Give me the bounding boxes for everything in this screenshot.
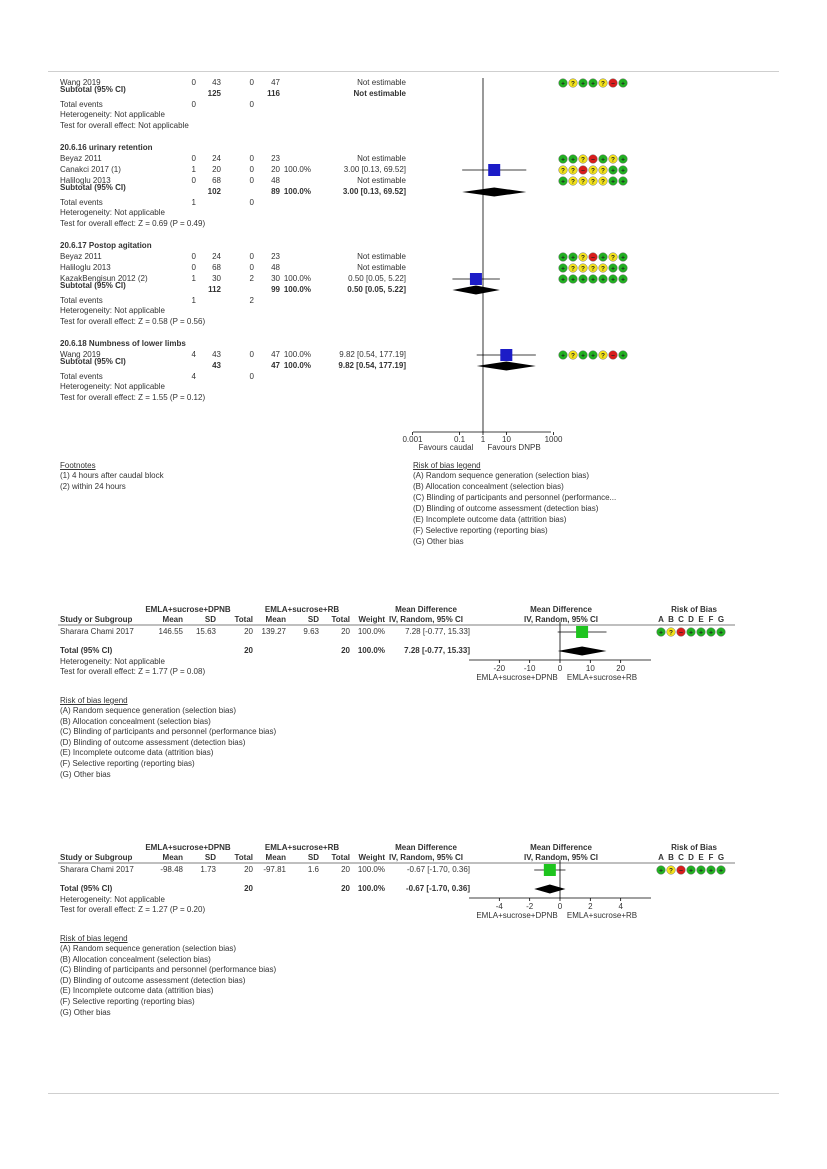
rob-symbol: + — [709, 629, 713, 637]
rob-letter: B — [668, 853, 674, 862]
total-events-control: 0 — [249, 372, 254, 381]
study-name: Haliloglu 2013 — [60, 263, 111, 272]
x-tick-label: -20 — [493, 664, 506, 673]
total-events-control: 0 — [249, 198, 254, 207]
rob-symbol: + — [719, 629, 723, 637]
rob-symbol: ? — [571, 167, 575, 175]
events-experimental: 0 — [191, 154, 196, 163]
rob-symbol: − — [591, 156, 595, 164]
column-header: SD — [204, 615, 216, 624]
rob-symbol: + — [571, 156, 575, 164]
rob-symbol: + — [581, 80, 585, 88]
favours-right-label: EMLA+sucrose+RB — [566, 911, 638, 920]
rob-legend-item: (A) Random sequence generation (selection bias) — [413, 471, 590, 480]
column-header: Weight — [358, 615, 385, 624]
md-header-plot: Mean Difference — [530, 605, 592, 614]
study-ci-text: -0.67 [-1.70, 0.36] — [406, 865, 470, 874]
column-header: Total — [331, 853, 350, 862]
rob-legend-item: (A) Random sequence generation (selection bias) — [60, 944, 237, 953]
rob-letter: F — [708, 853, 714, 862]
footnotes-title: Footnotes — [60, 461, 96, 470]
md-header-table: Mean Difference — [395, 605, 457, 614]
x-tick-label: 0 — [557, 664, 563, 673]
subtotal-n-experimental: 43 — [212, 361, 221, 370]
total-experimental: 68 — [212, 263, 221, 272]
total-events-experimental: 1 — [191, 198, 196, 207]
total-n-experimental: 20 — [244, 884, 253, 893]
rob-legend-item: (F) Selective reporting (reporting bias) — [60, 997, 195, 1006]
total-events-label: Total events — [60, 100, 103, 109]
rob-symbol: + — [689, 867, 693, 875]
column-header: Mean — [265, 853, 286, 862]
study-ci-text: Not estimable — [357, 252, 406, 261]
rob-symbol: + — [709, 867, 713, 875]
rob-symbol: + — [621, 156, 625, 164]
overall-effect-text: Test for overall effect: Z = 1.27 (P = 0.20) — [60, 905, 206, 914]
study-name: KazakBengisun 2012 (2) — [60, 274, 148, 283]
total-n-control: 20 — [341, 646, 350, 655]
favours-left-label: Favours caudal — [418, 443, 474, 452]
total-experimental: 68 — [212, 176, 221, 185]
study-ci-text: Not estimable — [357, 154, 406, 163]
favours-right-label: EMLA+sucrose+RB — [566, 673, 638, 682]
rob-legend-item: (E) Incomplete outcome data (attrition bias) — [60, 748, 214, 758]
rob-legend-item: (G) Other bias — [60, 1007, 111, 1017]
rob-letter: A — [658, 615, 664, 624]
study-weight: 100.0% — [283, 350, 311, 359]
study-name: Sharara Chami 2017 — [60, 627, 134, 636]
total-control: 48 — [271, 263, 280, 272]
rob-symbol: ? — [611, 156, 615, 164]
x-tick-label: 0 — [557, 902, 563, 911]
study-n2: 20 — [341, 627, 350, 636]
heterogeneity-text: Heterogeneity: Not applicable — [60, 895, 165, 904]
subtotal-n-control: 89 — [271, 187, 280, 196]
rob-symbol: ? — [571, 178, 575, 186]
rob-legend-item: (F) Selective reporting (reporting bias) — [60, 759, 195, 768]
total-events-control: 2 — [249, 296, 254, 305]
x-tick-label: 1000 — [544, 435, 563, 444]
rob-symbol: ? — [601, 80, 605, 88]
x-tick-label: -10 — [523, 664, 536, 673]
events-experimental: 0 — [191, 263, 196, 272]
x-tick-label: -4 — [495, 902, 503, 911]
subtotal-ci-text: Not estimable — [353, 89, 406, 98]
total-n-experimental: 20 — [244, 646, 253, 655]
rob-symbol: − — [611, 352, 615, 360]
study-weight: 100.0% — [357, 865, 385, 874]
rob-legend-title: Risk of bias legend — [60, 696, 128, 705]
study-name: Sharara Chami 2017 — [60, 865, 134, 874]
total-ci-text: -0.67 [-1.70, 0.36] — [405, 884, 470, 893]
total-ci-text: 7.28 [-0.77, 15.33] — [404, 646, 470, 655]
rob-legend-item: (A) Random sequence generation (selection bias) — [60, 706, 237, 715]
md-header-plot: Mean Difference — [530, 843, 592, 852]
favours-right-label: Favours DNPB — [487, 443, 541, 452]
rob-letter: D — [688, 853, 694, 862]
rob-symbol: + — [611, 276, 615, 284]
group1-header: EMLA+sucrose+DPNB — [145, 605, 231, 614]
x-tick-label: 10 — [585, 664, 595, 673]
x-tick-label: 0.1 — [453, 435, 466, 444]
study-name: Haliloglu 2013 — [60, 176, 111, 185]
study-weight-square — [544, 864, 556, 876]
events-experimental: 4 — [191, 350, 196, 359]
subtotal-n-experimental: 125 — [207, 89, 221, 98]
total-events-experimental: 0 — [191, 100, 196, 109]
x-tick-label: 4 — [618, 902, 623, 911]
total-diamond — [534, 885, 565, 894]
study-name: Canakci 2017 (1) — [60, 165, 121, 174]
rob-symbol: ? — [601, 178, 605, 186]
rob-symbol: ? — [591, 167, 595, 175]
rob-legend-item: (F) Selective reporting (reporting bias) — [413, 526, 548, 535]
rob-symbol: ? — [601, 265, 605, 273]
events-experimental: 1 — [191, 274, 196, 283]
rob-letter: A — [658, 853, 664, 862]
total-label: Total (95% CI) — [60, 884, 113, 893]
study-m1: -98.48 — [160, 865, 183, 874]
events-control: 2 — [249, 274, 254, 283]
study-m2: 139.27 — [261, 627, 286, 636]
rob-legend-item: (C) Blinding of participants and personnel (performance bias) — [60, 727, 277, 737]
total-experimental: 43 — [212, 78, 221, 87]
rob-symbol: + — [699, 867, 703, 875]
md-subheader-table: IV, Random, 95% CI — [389, 853, 463, 862]
events-control: 0 — [249, 263, 254, 272]
favours-left-label: EMLA+sucrose+DPNB — [476, 673, 558, 682]
events-control: 0 — [249, 350, 254, 359]
study-ci-text: Not estimable — [357, 78, 406, 87]
rob-legend-item: (C) Blinding of participants and personnel (performance bias) — [60, 965, 277, 975]
column-study: Study or Subgroup — [60, 853, 133, 862]
rob-legend-item: (D) Blinding of outcome assessment (detection bias) — [413, 504, 599, 513]
rob-symbol: + — [621, 352, 625, 360]
rob-legend-item: (G) Other bias — [413, 537, 464, 546]
rob-legend-title: Risk of bias legend — [413, 461, 481, 470]
heterogeneity-text: Heterogeneity: Not applicable — [60, 208, 165, 217]
rob-symbol: − — [679, 867, 683, 875]
total-events-label: Total events — [60, 296, 103, 305]
rob-symbol: ? — [571, 80, 575, 88]
overall-effect-text: Test for overall effect: Z = 0.58 (P = 0.56) — [60, 317, 206, 326]
events-experimental: 0 — [191, 78, 196, 87]
rob-symbol: ? — [601, 167, 605, 175]
rob-symbol: + — [561, 276, 565, 284]
rob-legend-title: Risk of bias legend — [60, 934, 128, 943]
heterogeneity-text: Heterogeneity: Not applicable — [60, 657, 165, 666]
column-header: Total — [331, 615, 350, 624]
overall-effect-text: Test for overall effect: Z = 1.55 (P = 0.12) — [60, 393, 206, 402]
subtotal-weight: 100.0% — [283, 187, 311, 196]
total-label: Total (95% CI) — [60, 646, 113, 655]
total-control: 47 — [271, 78, 280, 87]
column-header: Weight — [358, 853, 385, 862]
study-name: Wang 2019 — [60, 78, 101, 87]
footnote: (2) within 24 hours — [60, 481, 126, 491]
rob-letter: G — [717, 853, 725, 862]
total-events-control: 0 — [249, 100, 254, 109]
study-sd1: 15.63 — [195, 627, 216, 636]
x-tick-label: 1 — [480, 435, 486, 444]
subtotal-ci-text: 9.82 [0.54, 177.19] — [338, 361, 406, 370]
x-tick-label: 0.001 — [402, 435, 423, 444]
rob-letter: C — [678, 615, 684, 624]
rob-symbol: + — [621, 80, 625, 88]
rob-symbol: ? — [581, 254, 585, 262]
heterogeneity-text: Heterogeneity: Not applicable — [60, 382, 165, 391]
rob-symbol: + — [561, 254, 565, 262]
subgroup-title: 20.6.17 Postop agitation — [60, 241, 152, 250]
total-experimental: 24 — [212, 252, 221, 261]
study-m1: 146.55 — [158, 627, 183, 636]
total-control: 23 — [271, 154, 280, 163]
column-header: Total — [234, 615, 253, 624]
events-experimental: 0 — [191, 176, 196, 185]
column-header: Total — [234, 853, 253, 862]
study-sd2: 1.6 — [307, 865, 319, 874]
column-header: SD — [204, 853, 216, 862]
rob-letter: D — [688, 615, 694, 624]
study-m2: -97.81 — [263, 865, 286, 874]
rob-symbol: ? — [669, 629, 673, 637]
rob-symbol: ? — [571, 265, 575, 273]
rob-symbol: − — [581, 167, 585, 175]
rob-letter: B — [668, 615, 674, 624]
rob-symbol: + — [699, 629, 703, 637]
total-control: 47 — [271, 350, 280, 359]
total-experimental: 43 — [212, 350, 221, 359]
rob-symbol: ? — [591, 265, 595, 273]
subtotal-weight: 100.0% — [283, 361, 311, 370]
subtotal-n-experimental: 112 — [208, 285, 221, 294]
study-sd2: 9.63 — [303, 627, 319, 636]
rob-symbol: + — [611, 265, 615, 273]
subtotal-n-experimental: 102 — [207, 187, 221, 196]
total-events-experimental: 4 — [191, 372, 196, 381]
rob-legend-item: (E) Incomplete outcome data (attrition bias) — [60, 986, 214, 996]
overall-effect-text: Test for overall effect: Z = 1.77 (P = 0.08) — [60, 667, 206, 676]
subtotal-ci-text: 3.00 [0.13, 69.52] — [342, 187, 406, 196]
rob-symbol: + — [621, 265, 625, 273]
md-header-table: Mean Difference — [395, 843, 457, 852]
rob-symbol: + — [611, 178, 615, 186]
study-weight: 100.0% — [283, 165, 311, 174]
rob-legend-item: (D) Blinding of outcome assessment (detection bias) — [60, 975, 246, 985]
rob-symbol: ? — [669, 867, 673, 875]
rob-header: Risk of Bias — [671, 843, 717, 852]
study-weight: 100.0% — [357, 627, 385, 636]
rob-symbol: − — [591, 254, 595, 262]
rob-symbol: + — [659, 629, 663, 637]
rob-letter: E — [698, 853, 704, 862]
study-ci-text: 0.50 [0.05, 5.22] — [348, 274, 406, 283]
subtotal-n-control: 99 — [271, 285, 280, 294]
events-control: 0 — [249, 165, 254, 174]
column-header: Mean — [162, 853, 183, 862]
rob-legend-item: (E) Incomplete outcome data (attrition bias) — [413, 515, 567, 524]
rob-symbol: + — [571, 254, 575, 262]
subtotal-label: Subtotal (95% CI) — [60, 183, 126, 192]
rob-symbol: + — [591, 352, 595, 360]
total-events-label: Total events — [60, 198, 103, 207]
rob-legend-item: (D) Blinding of outcome assessment (detection bias) — [60, 737, 246, 747]
heterogeneity-text: Heterogeneity: Not applicable — [60, 306, 165, 315]
rob-letter: F — [708, 615, 714, 624]
subgroup-title: 20.6.18 Numbness of lower limbs — [60, 339, 186, 348]
column-header: Mean — [162, 615, 183, 624]
column-study: Study or Subgroup — [60, 615, 133, 624]
rob-symbol: + — [601, 276, 605, 284]
rob-symbol: + — [561, 352, 565, 360]
x-tick-label: 20 — [616, 664, 626, 673]
rob-symbol: + — [581, 276, 585, 284]
favours-left-label: EMLA+sucrose+DPNB — [476, 911, 558, 920]
subtotal-label: Subtotal (95% CI) — [60, 281, 126, 290]
rob-symbol: + — [591, 276, 595, 284]
subtotal-weight: 100.0% — [283, 285, 311, 294]
rob-symbol: + — [581, 352, 585, 360]
overall-effect-text: Test for overall effect: Z = 0.69 (P = 0.49) — [60, 219, 206, 228]
total-control: 30 — [271, 274, 280, 283]
md-subheader-plot: IV, Random, 95% CI — [524, 615, 598, 624]
column-header: SD — [307, 853, 319, 862]
study-name: Beyaz 2011 — [60, 154, 102, 163]
footnote: (1) 4 hours after caudal block — [60, 471, 164, 480]
study-ci-text: 7.28 [-0.77, 15.33] — [405, 627, 470, 636]
total-experimental: 24 — [212, 154, 221, 163]
study-weight: 100.0% — [283, 274, 311, 283]
study-ci-text: Not estimable — [357, 263, 406, 272]
study-n1: 20 — [244, 627, 253, 636]
subtotal-label: Subtotal (95% CI) — [60, 85, 126, 94]
md-subheader-plot: IV, Random, 95% CI — [524, 853, 598, 862]
group2-header: EMLA+sucrose+RB — [264, 843, 340, 852]
subtotal-n-control: 116 — [267, 89, 280, 98]
total-experimental: 30 — [212, 274, 221, 283]
x-tick-label: 10 — [502, 435, 511, 444]
total-control: 48 — [271, 176, 280, 185]
events-experimental: 1 — [191, 165, 196, 174]
rob-symbol: ? — [561, 167, 565, 175]
rob-symbol: + — [561, 265, 565, 273]
rob-letter: C — [678, 853, 684, 862]
total-control: 20 — [271, 165, 280, 174]
subgroup-title: 20.6.16 urinary retention — [60, 143, 153, 152]
study-ci-text: 9.82 [0.54, 177.19] — [339, 350, 406, 359]
events-control: 0 — [249, 78, 254, 87]
total-experimental: 20 — [212, 165, 221, 174]
rob-symbol: + — [659, 867, 663, 875]
total-control: 23 — [271, 252, 280, 261]
study-n2: 20 — [341, 865, 350, 874]
x-tick-label: 2 — [588, 902, 593, 911]
rob-symbol: + — [621, 167, 625, 175]
total-weight: 100.0% — [357, 646, 385, 655]
rob-letter: G — [717, 615, 725, 624]
study-ci-text: Not estimable — [357, 176, 406, 185]
column-header: SD — [307, 615, 319, 624]
rob-symbol: ? — [591, 178, 595, 186]
rob-legend-item: (B) Allocation concealment (selection bias) — [413, 482, 564, 491]
rob-symbol: ? — [601, 352, 605, 360]
rob-symbol: ? — [581, 156, 585, 164]
total-events-label: Total events — [60, 372, 103, 381]
rob-symbol: ? — [611, 254, 615, 262]
study-name: Wang 2019 — [60, 350, 101, 359]
events-control: 0 — [249, 154, 254, 163]
rob-symbol: + — [561, 178, 565, 186]
total-n-control: 20 — [341, 884, 350, 893]
study-ci-text: 3.00 [0.13, 69.52] — [343, 165, 406, 174]
rob-symbol: − — [611, 80, 615, 88]
events-experimental: 0 — [191, 252, 196, 261]
column-header: Mean — [265, 615, 286, 624]
rob-symbol: + — [621, 254, 625, 262]
rob-symbol: + — [621, 178, 625, 186]
rob-symbol: + — [601, 156, 605, 164]
rob-symbol: − — [679, 629, 683, 637]
study-sd1: 1.73 — [200, 865, 216, 874]
rob-legend-item: (C) Blinding of participants and personnel (performance... — [413, 493, 617, 502]
subtotal-label: Subtotal (95% CI) — [60, 357, 126, 366]
events-control: 0 — [249, 252, 254, 261]
rob-symbol: + — [601, 254, 605, 262]
rob-header: Risk of Bias — [671, 605, 717, 614]
rob-symbol: + — [689, 629, 693, 637]
rob-legend-item: (B) Allocation concealment (selection bias) — [60, 954, 211, 964]
md-subheader-table: IV, Random, 95% CI — [389, 615, 463, 624]
rob-legend-item: (G) Other bias — [60, 769, 111, 779]
group2-header: EMLA+sucrose+RB — [264, 605, 340, 614]
subtotal-n-control: 47 — [271, 361, 280, 370]
total-weight: 100.0% — [357, 884, 385, 893]
rob-symbol: + — [571, 276, 575, 284]
rob-symbol: ? — [571, 352, 575, 360]
study-n1: 20 — [244, 865, 253, 874]
total-events-experimental: 1 — [191, 296, 196, 305]
rob-symbol: + — [611, 167, 615, 175]
rob-symbol: ? — [581, 265, 585, 273]
heterogeneity-text: Heterogeneity: Not applicable — [60, 110, 165, 119]
events-control: 0 — [249, 176, 254, 185]
group1-header: EMLA+sucrose+DPNB — [145, 843, 231, 852]
x-tick-label: -2 — [526, 902, 534, 911]
rob-symbol: + — [561, 80, 565, 88]
rob-symbol: + — [719, 867, 723, 875]
subtotal-ci-text: 0.50 [0.05, 5.22] — [347, 285, 406, 294]
overall-effect-text: Test for overall effect: Not applicable — [60, 121, 189, 130]
rob-letter: E — [698, 615, 704, 624]
rob-symbol: + — [591, 80, 595, 88]
rob-symbol: + — [561, 156, 565, 164]
rob-symbol: + — [621, 276, 625, 284]
study-name: Beyaz 2011 — [60, 252, 102, 261]
rob-symbol: ? — [581, 178, 585, 186]
rob-legend-item: (B) Allocation concealment (selection bias) — [60, 716, 211, 726]
